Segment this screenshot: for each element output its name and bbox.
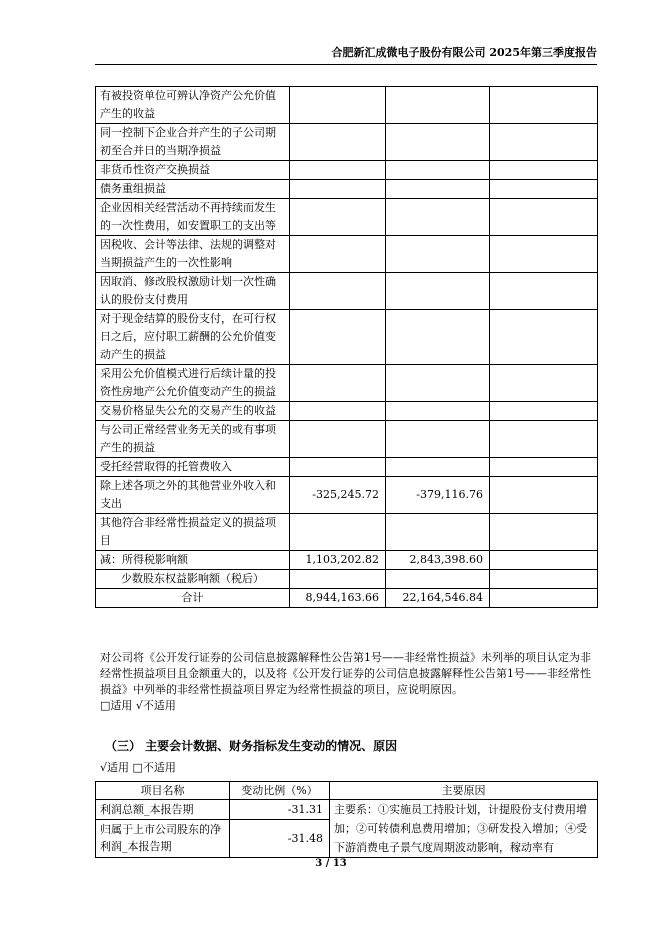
ratio-cell: -31.48 [230, 819, 330, 857]
item-cell: 交易价格显失公允的交易产生的收益 [96, 402, 290, 421]
value-cell-ytd [386, 458, 490, 477]
value-cell-ytd [386, 87, 490, 124]
note-cell [490, 514, 598, 551]
value-cell-current [290, 402, 386, 421]
note-cell [490, 161, 598, 180]
note-cell [490, 477, 598, 514]
table-row [96, 514, 598, 551]
applicability-checkbox-1: □适用 √不适用 [100, 699, 176, 712]
header-ratio: 变动比例（%） [230, 782, 330, 800]
value-cell-ytd [386, 273, 490, 310]
value-cell-current [290, 180, 386, 199]
table-row [96, 589, 598, 608]
item-cell: 采用公允价值模式进行后续计量的投资性房地产公允价值变动产生的损益 [96, 365, 290, 402]
applicability-checkbox-2: √适用 □不适用 [100, 761, 176, 774]
note-cell [490, 310, 598, 365]
table-row [96, 310, 598, 365]
item-cell: 除上述各项之外的其他营业外收入和支出 [96, 477, 290, 514]
note-cell [490, 87, 598, 124]
item-cell: 其他符合非经常性损益定义的损益项目 [96, 514, 290, 551]
value-cell-current [290, 236, 386, 273]
value-cell-ytd [386, 124, 490, 161]
value-cell-ytd [386, 421, 490, 458]
item-cell: 受托经营取得的托管费收入 [96, 458, 290, 477]
non-recurring-items-table [95, 86, 598, 608]
change-reasons-table [95, 781, 598, 858]
note-cell [490, 421, 598, 458]
section-title: （三） 主要会计数据、财务指标发生变动的情况、原因 [105, 739, 398, 753]
item-cell: 因取消、修改股权激励计划一次性确认的股份支付费用 [96, 273, 290, 310]
item-cell: 企业因相关经营活动不再持续而发生的一次性费用，如安置职工的支出等 [96, 199, 290, 236]
ratio-cell: -31.31 [230, 800, 330, 820]
item-cell: 对于现金结算的股份支付，在可行权日之后，应付职工薪酬的公允价值变动产生的损益 [96, 310, 290, 365]
table-row [96, 124, 598, 161]
item-cell: 合计 [96, 589, 290, 608]
item-cell: 因税收、会计等法律、法规的调整对当期损益产生的一次性影响 [96, 236, 290, 273]
note-cell [490, 365, 598, 402]
explanation-paragraph: 对公司将《公开发行证券的公司信息披露解释性公告第1号——非经常性损益》未列举的项目认定为非经常性损益项目且金额重大的，以及将《公开发行证券的公司信息披露解释性公告第1号——非经常性损益》中列举的非经常性损益项目界定为经常性损益的项目，应说明原因。 [100, 651, 591, 696]
table-row [96, 273, 598, 310]
note-cell [490, 570, 598, 589]
table-row [96, 161, 598, 180]
table-row [96, 551, 598, 570]
value-cell-ytd [386, 199, 490, 236]
item-cell: 减：所得税影响额 [96, 551, 290, 570]
value-cell-ytd: -379,116.76 [386, 477, 490, 514]
item-cell: 非货币性资产交换损益 [96, 161, 290, 180]
table-row [96, 180, 598, 199]
item-cell: 债务重组损益 [96, 180, 290, 199]
item-cell: 利润总额_本报告期 [96, 800, 230, 820]
note-cell [490, 124, 598, 161]
header-item: 项目名称 [96, 782, 230, 800]
reason-cell: 主要系：①实施员工持股计划，计提股份支付费用增加；②可转债利息费用增加；③研发投入增加；④受下游消费电子景气度周期波动影响，稼动率有 [330, 800, 598, 858]
value-cell-ytd [386, 514, 490, 551]
table-row [96, 421, 598, 458]
note-cell [490, 273, 598, 310]
item-cell: 有被投资单位可辨认净资产公允价值产生的收益 [96, 87, 290, 124]
table-row [96, 365, 598, 402]
value-cell-ytd [386, 236, 490, 273]
value-cell-current [290, 161, 386, 180]
header-reason: 主要原因 [330, 782, 598, 800]
table-row [96, 199, 598, 236]
value-cell-current [290, 458, 386, 477]
note-cell [490, 180, 598, 199]
value-cell-ytd [386, 570, 490, 589]
value-cell-current [290, 199, 386, 236]
value-cell-ytd [386, 161, 490, 180]
value-cell-ytd: 2,843,398.60 [386, 551, 490, 570]
note-cell [490, 199, 598, 236]
value-cell-ytd [386, 365, 490, 402]
page-header: 合肥新汇成微电子股份有限公司 2025年第三季度报告 [95, 44, 597, 65]
note-cell [490, 589, 598, 608]
value-cell-current [290, 273, 386, 310]
value-cell-current [290, 570, 386, 589]
value-cell-ytd: 22,164,546.84 [386, 589, 490, 608]
note-cell [490, 402, 598, 421]
table-row [96, 402, 598, 421]
table-row [96, 236, 598, 273]
value-cell-current: 1,103,202.82 [290, 551, 386, 570]
value-cell-current: 8,944,163.66 [290, 589, 386, 608]
value-cell-current [290, 514, 386, 551]
item-cell: 同一控制下企业合并产生的子公司期初至合并日的当期净损益 [96, 124, 290, 161]
note-cell [490, 458, 598, 477]
table-row [96, 87, 598, 124]
table-row [96, 800, 598, 820]
note-cell [490, 236, 598, 273]
table-row [96, 458, 598, 477]
table-header-row [96, 782, 598, 800]
value-cell-ytd [386, 310, 490, 365]
value-cell-current [290, 421, 386, 458]
table-row [96, 570, 598, 589]
value-cell-current: -325,245.72 [290, 477, 386, 514]
value-cell-current [290, 310, 386, 365]
page-number: 3 / 13 [315, 858, 347, 869]
value-cell-ytd [386, 180, 490, 199]
value-cell-current [290, 365, 386, 402]
value-cell-ytd [386, 402, 490, 421]
item-cell: 与公司正常经营业务无关的或有事项产生的损益 [96, 421, 290, 458]
item-cell: 归属于上市公司股东的净利润_本报告期 [96, 819, 230, 857]
value-cell-current [290, 124, 386, 161]
value-cell-current [290, 87, 386, 124]
note-cell [490, 551, 598, 570]
item-cell: 少数股东权益影响额（税后） [96, 570, 290, 589]
table-row [96, 477, 598, 514]
